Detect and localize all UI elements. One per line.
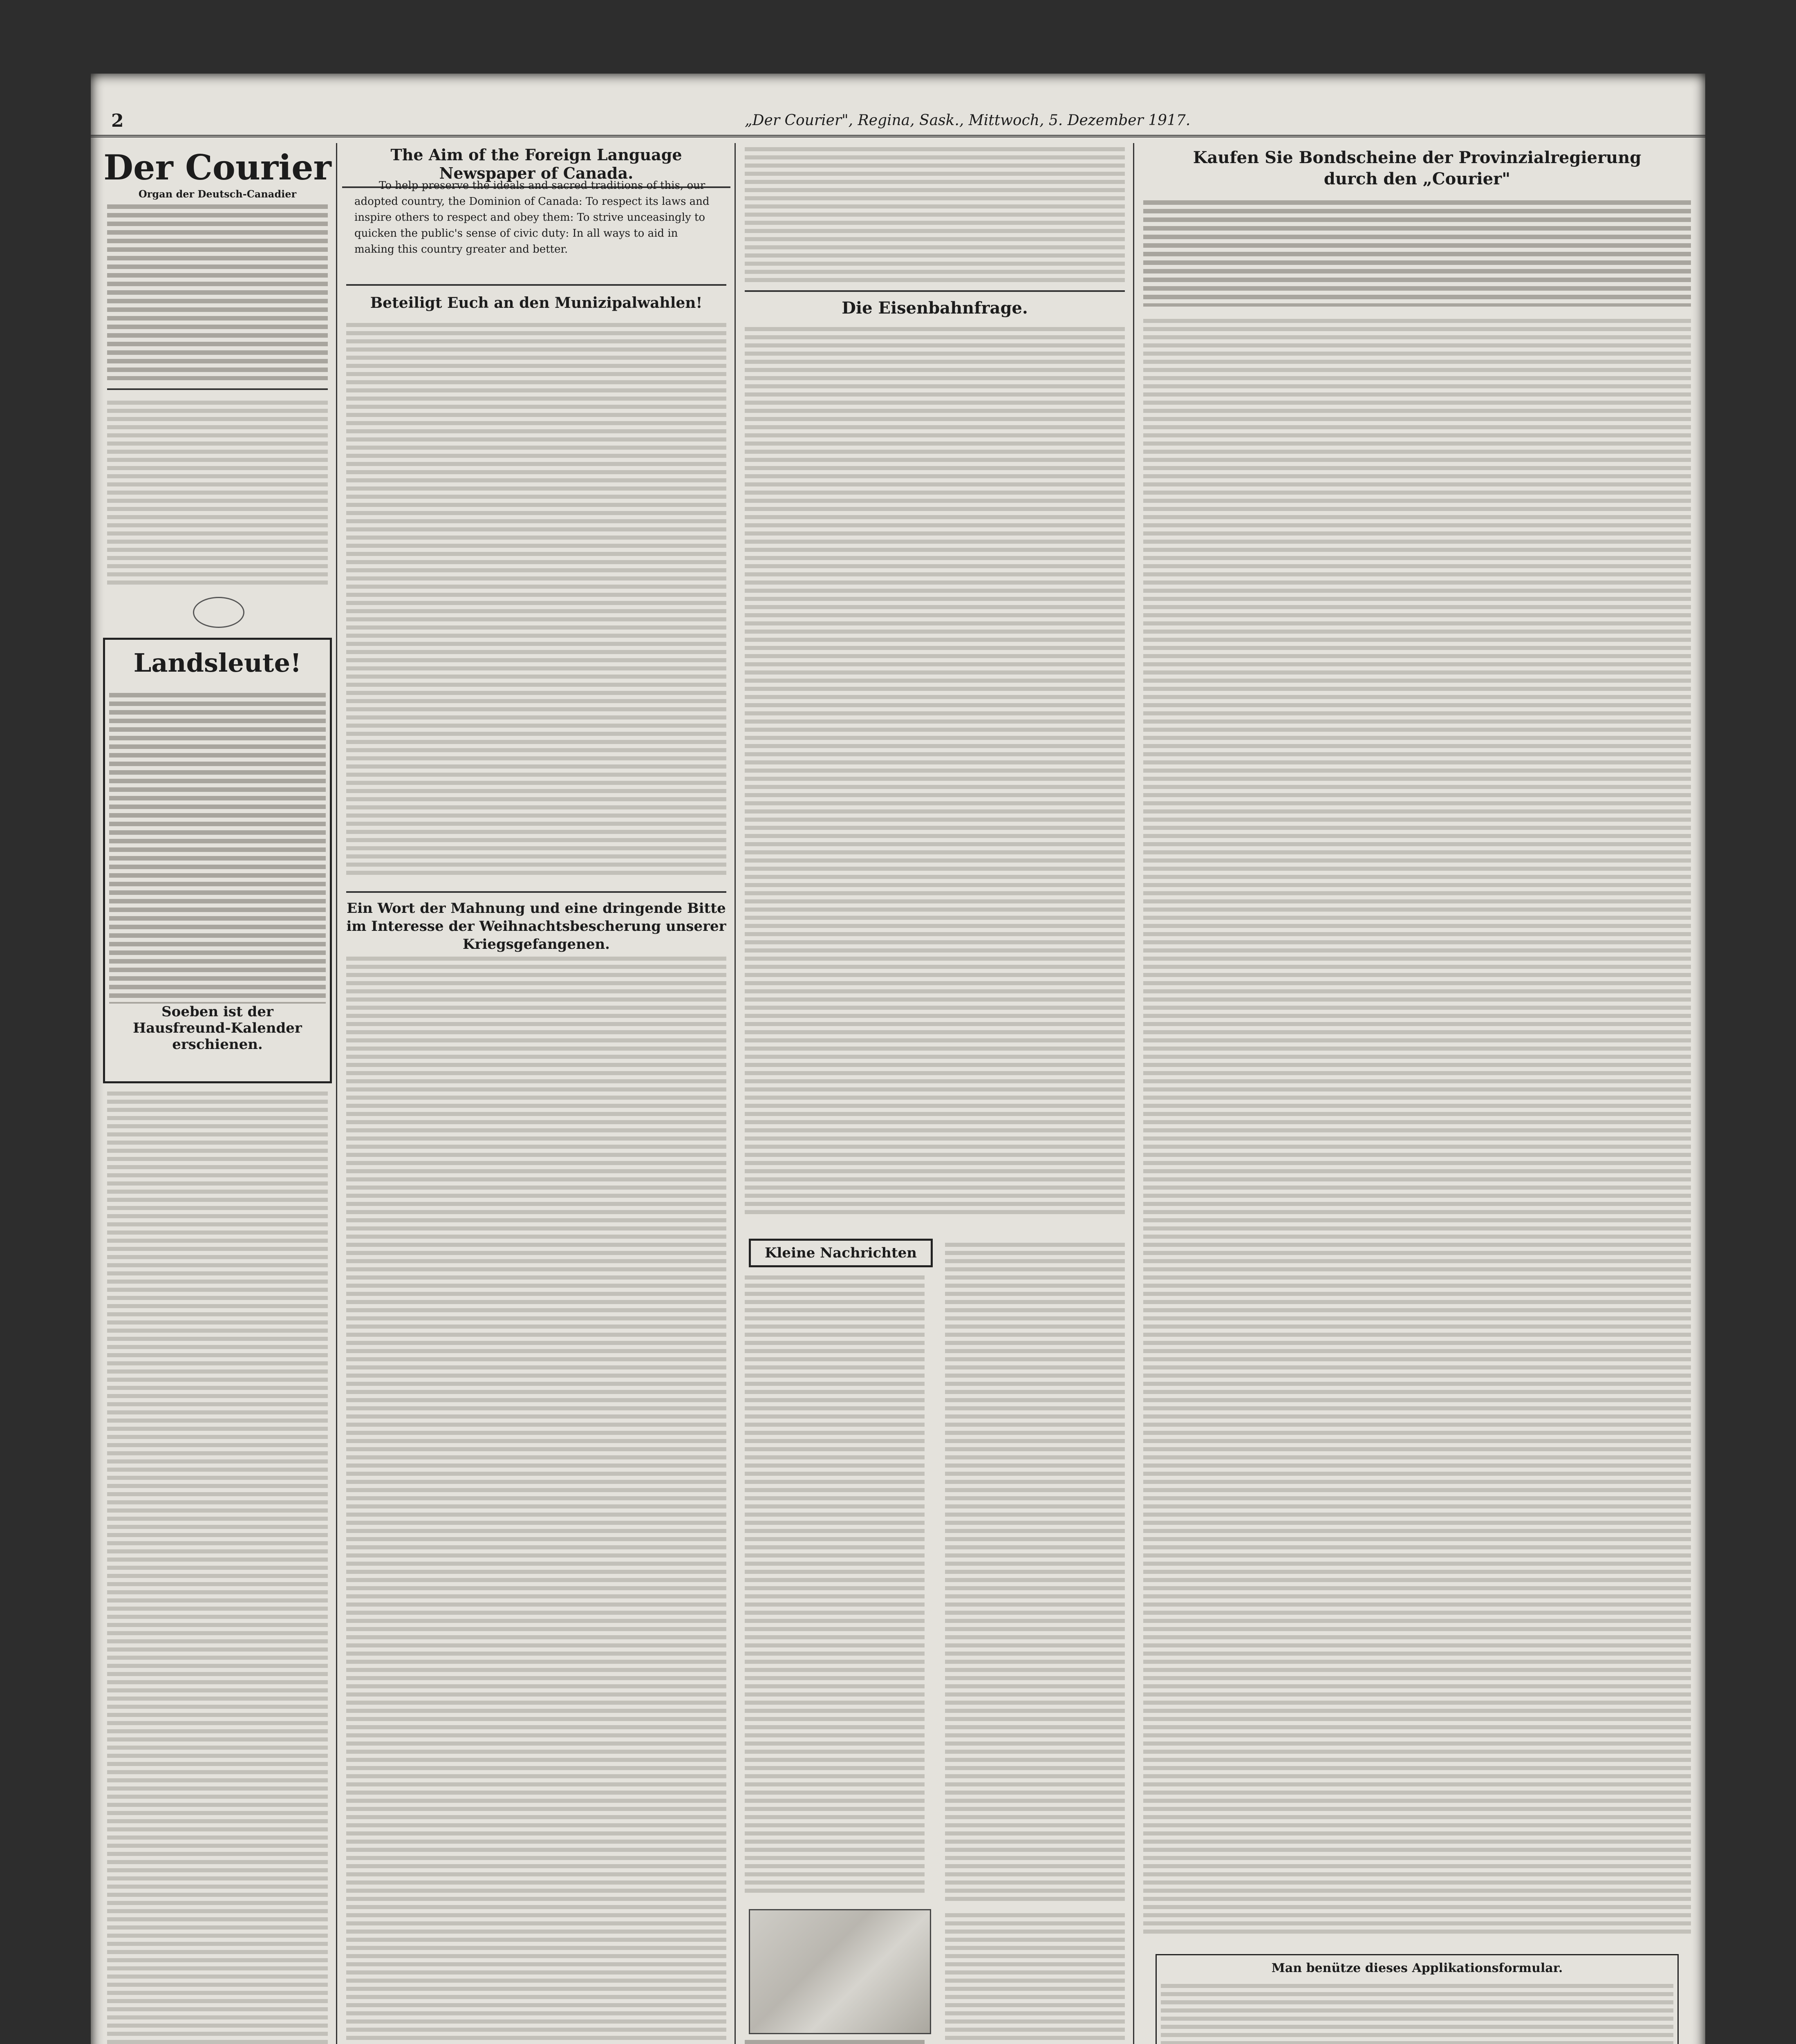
appeal-title: Ein Wort der Mahnung und eine dringende Bitte im Interesse der Weihnachtsbescherung unserer Kriegsgefangenen. [346, 900, 726, 953]
newspaper-page [91, 74, 1705, 2044]
column-rule [735, 143, 736, 2044]
landsleute-box [103, 638, 332, 1083]
column-3 [741, 143, 1129, 2044]
emblem [193, 597, 244, 628]
column-2 [342, 143, 730, 2044]
municipal-title: Beteiligt Euch an den Munizipalwahlen! [370, 294, 703, 312]
railway-text [745, 327, 1125, 1218]
orchard-ad-text [745, 2040, 925, 2044]
hausfreund-title: Soeben ist der Hausfreund-Kalender erschienen. [133, 1004, 302, 1053]
divider [107, 388, 328, 390]
masthead-subtitle: Organ der Deutsch-Canadier [138, 188, 297, 200]
bonds-title: Kaufen Sie Bondscheine der Provinzialregierung durch den „Courier" [1193, 148, 1641, 188]
orchard-ad-illustration [749, 1909, 931, 2034]
landsleute-text [109, 693, 326, 1004]
news-items [745, 1275, 925, 1897]
column-1 [103, 143, 332, 2044]
page-header [91, 106, 1705, 137]
column-rule [1133, 143, 1134, 2044]
dateline: „Der Courier", Regina, Sask., Mittwoch, 5. Dezember 1917. [745, 112, 1191, 129]
column-4 [1139, 143, 1695, 2044]
bonds-lead [1143, 200, 1691, 307]
column-rule [336, 143, 337, 2044]
railway-title: Die Eisenbahnfrage. [842, 298, 1028, 318]
divider [346, 284, 726, 286]
form-title: Man benütze dieses Applikationsformular. [1271, 1961, 1563, 1975]
news-heading-box [749, 1239, 933, 1267]
masthead-details [107, 204, 328, 380]
editorial-title: The Aim of the Foreign Language Newspaper of Canada. [342, 146, 730, 188]
landsleute-title: Landsleute! [133, 648, 302, 678]
masthead [103, 147, 332, 188]
subscription-info [107, 401, 328, 589]
form-address [1161, 1984, 1673, 2044]
appeal-text [346, 957, 726, 2044]
news-items-lower [945, 1913, 1125, 2044]
bonds-text [1143, 319, 1691, 1934]
letter-text [107, 1091, 328, 2044]
news-title: Kleine Nachrichten [764, 1245, 917, 1261]
news-items-right [945, 1243, 1125, 1905]
editorial-text: To help preserve the ideals and sacred traditions of this, our adopted country, the Dominion of Canada: To respect its laws and inspire others to respect and obey them: To strive unceasingly to quicken the public's sense of civic duty: In all ways to aid in making this country greater and better. [354, 179, 710, 256]
municipal-text [346, 323, 726, 879]
divider [346, 891, 726, 893]
masthead-title: Der Courier [103, 147, 331, 188]
news-text-top [745, 147, 1125, 282]
page-number: 2 [111, 110, 124, 131]
divider [745, 290, 1125, 292]
application-form [1156, 1954, 1679, 2044]
